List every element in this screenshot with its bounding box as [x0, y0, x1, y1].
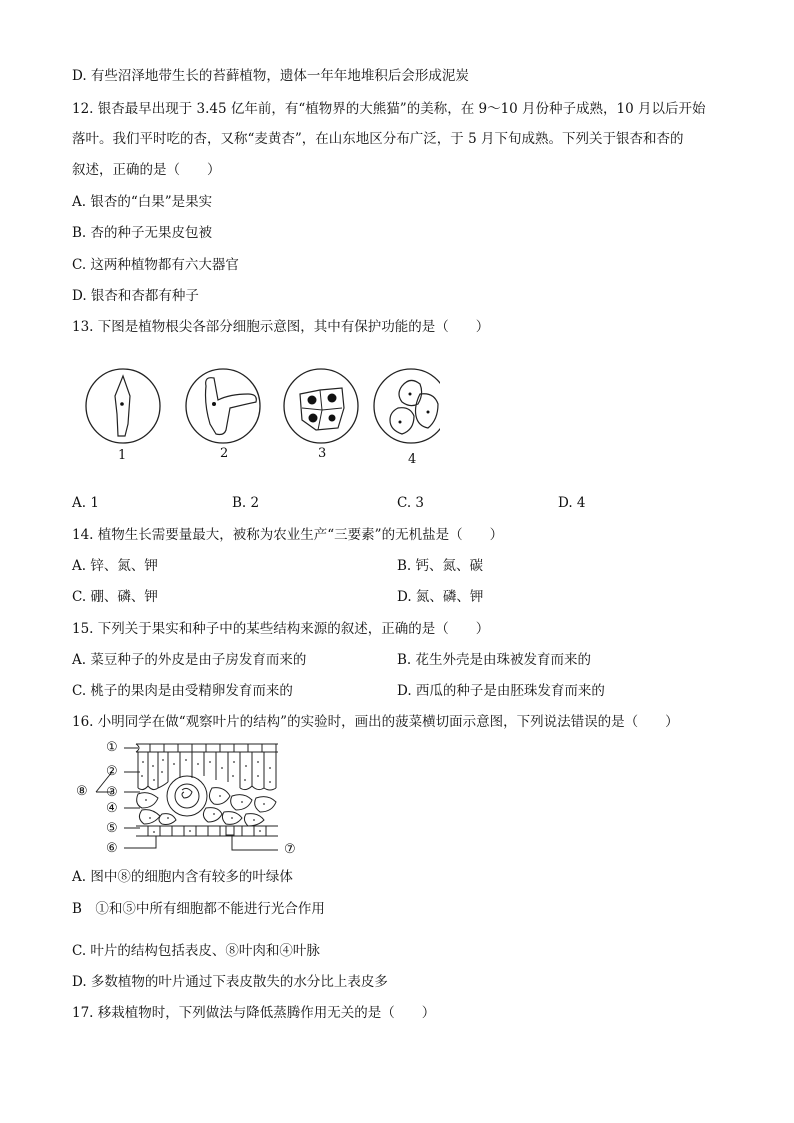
q14-option-d: D. 氮、磷、钾	[397, 589, 484, 605]
cell-diagram-4	[374, 369, 440, 443]
cell-label-2: 2	[220, 446, 229, 461]
cell-diagram-3	[284, 369, 358, 443]
q16-option-b: B ①和⑤中所有细胞都不能进行光合作用	[72, 901, 325, 917]
q12-option-d: D. 银杏和杏都有种子	[72, 288, 199, 304]
cell-label-4: 4	[408, 452, 417, 467]
q12-stem-line-2: 落叶。我们平时吃的杏，又称“麦黄杏”，在山东地区分布广泛，于 5 月下旬成熟。下列关于银杏和杏的	[72, 131, 684, 147]
q12-stem-line-3: 叙述，正确的是（ ）	[72, 162, 221, 178]
q15-option-b: B. 花生外壳是由珠被发育而来的	[397, 652, 592, 668]
q16-option-a: A. 图中⑧的细胞内含有较多的叶绿体	[72, 869, 293, 885]
q12-option-b: B. 杏的种子无果皮包被	[72, 225, 213, 241]
root-tip-cells-figure	[80, 364, 440, 474]
leaf-label-5: ⑤	[106, 821, 118, 836]
q15-option-c: C. 桃子的果肉是由受精卵发育而来的	[72, 683, 293, 699]
q14-option-b: B. 钙、氮、碳	[397, 558, 484, 574]
leaf-label-6: ⑥	[106, 841, 118, 856]
leaf-label-7: ⑦	[284, 842, 296, 857]
leaf-label-4: ④	[106, 801, 118, 816]
q15-option-a: A. 菜豆种子的外皮是由子房发育而来的	[72, 652, 307, 668]
leaf-label-8: ⑧	[76, 784, 88, 799]
q15-stem: 15. 下列关于果实和种子中的某些结构来源的叙述，正确的是（ ）	[72, 621, 490, 637]
q13-option-a: A. 1	[72, 495, 99, 511]
chloroplast-dots	[141, 759, 271, 833]
leaf-cross-section-figure	[72, 738, 312, 860]
q13-option-d: D. 4	[558, 495, 586, 511]
leaf-label-2: ②	[106, 764, 118, 779]
q14-option-c: C. 硼、磷、钾	[72, 589, 158, 605]
q14-option-a: A. 锌、氮、钾	[72, 558, 158, 574]
q17-stem: 17. 移栽植物时，下列做法与降低蒸腾作用无关的是（ ）	[72, 1005, 436, 1021]
leaf-label-1: ①	[106, 740, 118, 755]
q13-option-c: C. 3	[397, 495, 425, 511]
q13-option-b: B. 2	[232, 495, 260, 511]
q12-stem-line-1: 12. 银杏最早出现于 3.45 亿年前，有“植物界的大熊猫”的美称，在 9～10 月份种子成熟，10 月以后开始	[72, 101, 706, 117]
q11-option-d: D. 有些沼泽地带生长的苔藓植物，遗体一年年地堆积后会形成泥炭	[72, 68, 469, 84]
q12-option-c: C. 这两种植物都有六大器官	[72, 257, 239, 273]
q15-option-d: D. 西瓜的种子是由胚珠发育而来的	[397, 683, 605, 699]
leaf-label-3: ③	[106, 785, 118, 800]
root-tip-cells-svg	[80, 364, 440, 474]
q16-option-c: C. 叶片的结构包括表皮、⑧叶肉和④叶脉	[72, 943, 320, 959]
cell-label-3: 3	[318, 446, 327, 461]
q14-stem: 14. 植物生长需要量最大，被称为农业生产“三要素”的无机盐是（ ）	[72, 527, 504, 543]
q16-option-d: D. 多数植物的叶片通过下表皮散失的水分比上表皮多	[72, 974, 388, 990]
cell-diagram-1	[86, 369, 160, 443]
q12-option-a: A. 银杏的“白果”是果实	[72, 194, 213, 210]
cell-label-1: 1	[118, 448, 127, 463]
cell-diagram-2	[186, 369, 260, 443]
q16-stem: 16. 小明同学在做“观察叶片的结构”的实验时，画出的菠菜横切面示意图，下列说法错误的是（ ）	[72, 714, 679, 730]
q13-stem: 13. 下图是植物根尖各部分细胞示意图，其中有保护功能的是（ ）	[72, 319, 490, 335]
